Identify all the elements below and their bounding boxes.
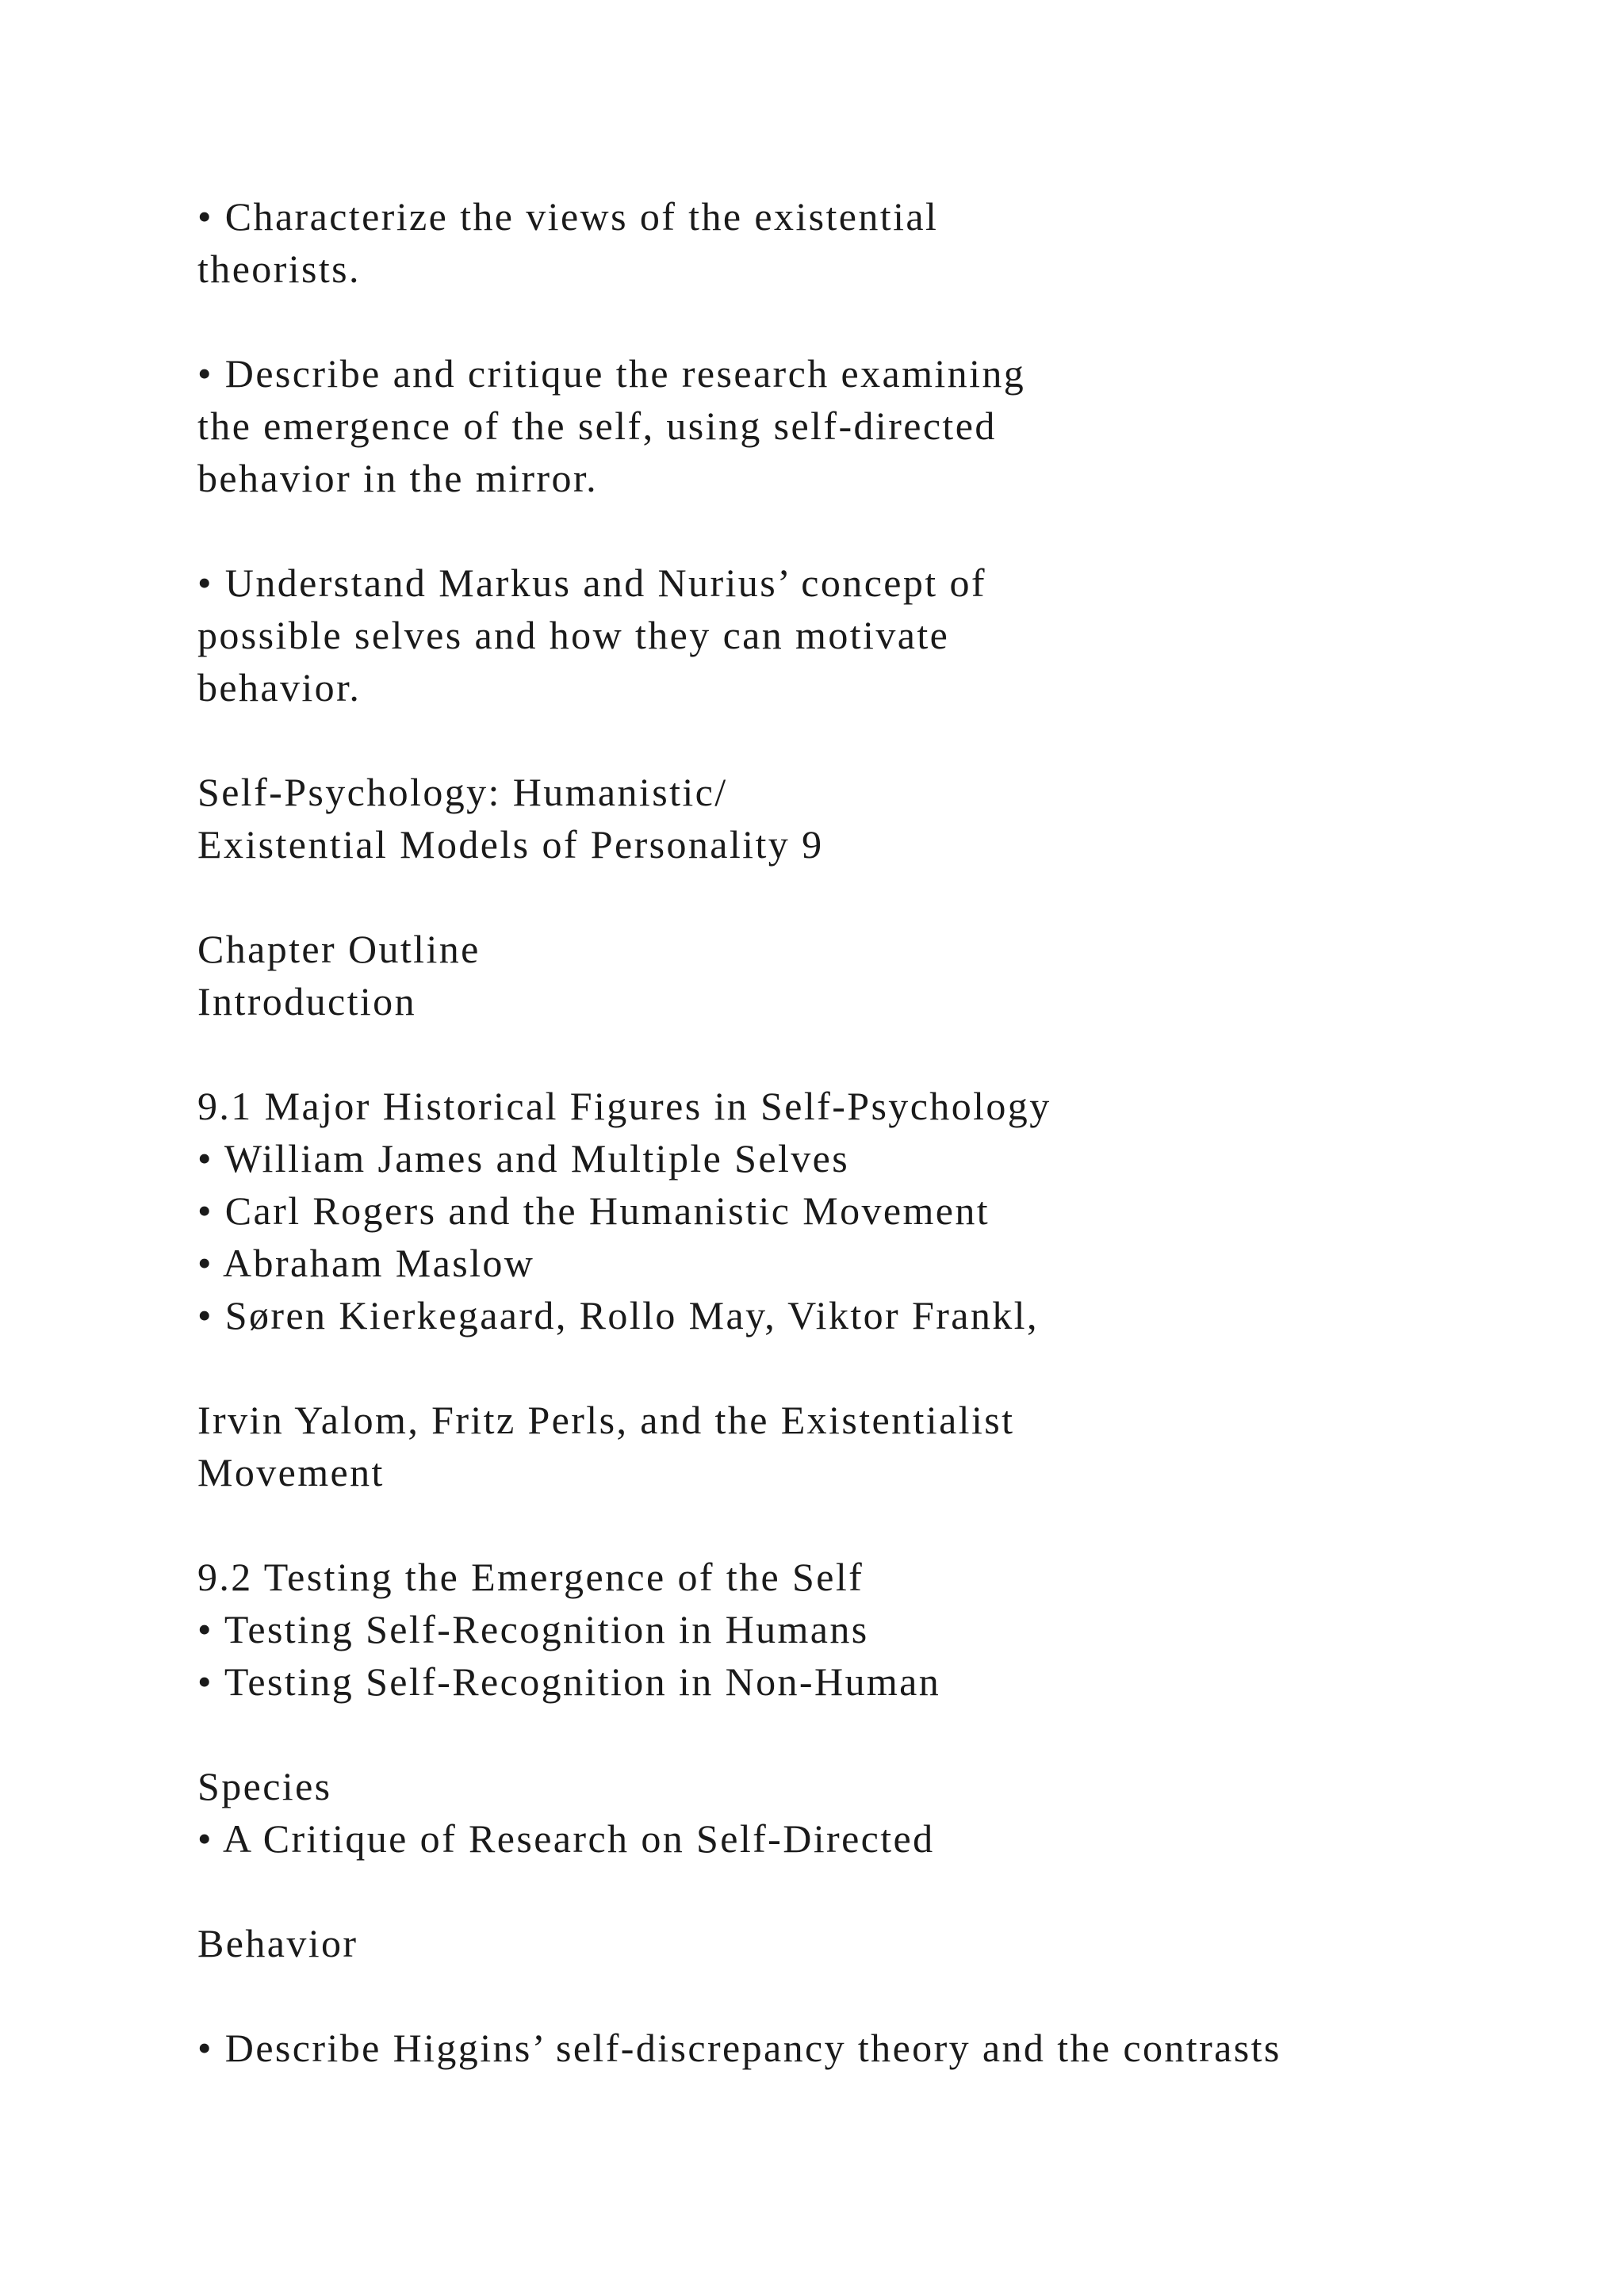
spacer — [197, 295, 1545, 347]
section-9-1-item: • Abraham Maslow — [197, 1241, 535, 1285]
objective-mirror-line-2: the emergence of the self, using self-directed — [197, 404, 997, 448]
spacer — [197, 1498, 1545, 1551]
section-9-1-item: • Søren Kierkegaard, Rollo May, Viktor Frankl, — [197, 1293, 1039, 1337]
chapter-title-line-2: Existential Models of Personality 9 — [197, 822, 824, 867]
outline-introduction: Introduction — [197, 979, 416, 1024]
objective-self-discrepancy-line-1: • Describe Higgins’ self-discrepancy theory and the contrasts — [197, 2026, 1281, 2070]
section-9-1-item-continuation: Movement — [197, 1450, 385, 1494]
section-9-1-item-continuation: Irvin Yalom, Fritz Perls, and the Existentialist — [197, 1398, 1015, 1442]
section-9-2-item-continuation: Species — [197, 1764, 332, 1808]
spacer — [197, 1865, 1545, 1917]
objective-existential-line-1: • Characterize the views of the existential — [197, 194, 939, 239]
spacer — [197, 504, 1545, 557]
section-9-2-item: • Testing Self-Recognition in Humans — [197, 1607, 869, 1651]
objective-possible-selves-line-2: possible selves and how they can motivate — [197, 613, 950, 657]
section-9-1-heading: 9.1 Major Historical Figures in Self-Psychology — [197, 1084, 1051, 1128]
document-body — [197, 190, 1545, 2074]
spacer — [197, 1969, 1545, 2022]
section-9-1-item: • William James and Multiple Selves — [197, 1136, 850, 1181]
objective-mirror-line-1: • Describe and critique the research examining — [197, 351, 1026, 396]
spacer — [197, 871, 1545, 923]
objective-existential-line-2: theorists. — [197, 247, 361, 291]
section-9-2-item-continuation: Behavior — [197, 1921, 358, 1965]
section-9-2-heading: 9.2 Testing the Emergence of the Self — [197, 1555, 864, 1599]
chapter-outline-heading: Chapter Outline — [197, 927, 481, 971]
section-9-2-item: • A Critique of Research on Self-Directed — [197, 1816, 935, 1861]
objective-possible-selves-line-1: • Understand Markus and Nurius’ concept of — [197, 561, 986, 605]
section-9-2-item: • Testing Self-Recognition in Non-Human — [197, 1659, 941, 1704]
objective-possible-selves-line-3: behavior. — [197, 665, 362, 710]
spacer — [197, 1708, 1545, 1760]
spacer — [197, 714, 1545, 766]
objective-mirror-line-3: behavior in the mirror. — [197, 456, 599, 500]
chapter-title-line-1: Self-Psychology: Humanistic/ — [197, 770, 728, 814]
spacer — [197, 1027, 1545, 1080]
section-9-1-item: • Carl Rogers and the Humanistic Movement — [197, 1188, 990, 1233]
spacer — [197, 1341, 1545, 1394]
